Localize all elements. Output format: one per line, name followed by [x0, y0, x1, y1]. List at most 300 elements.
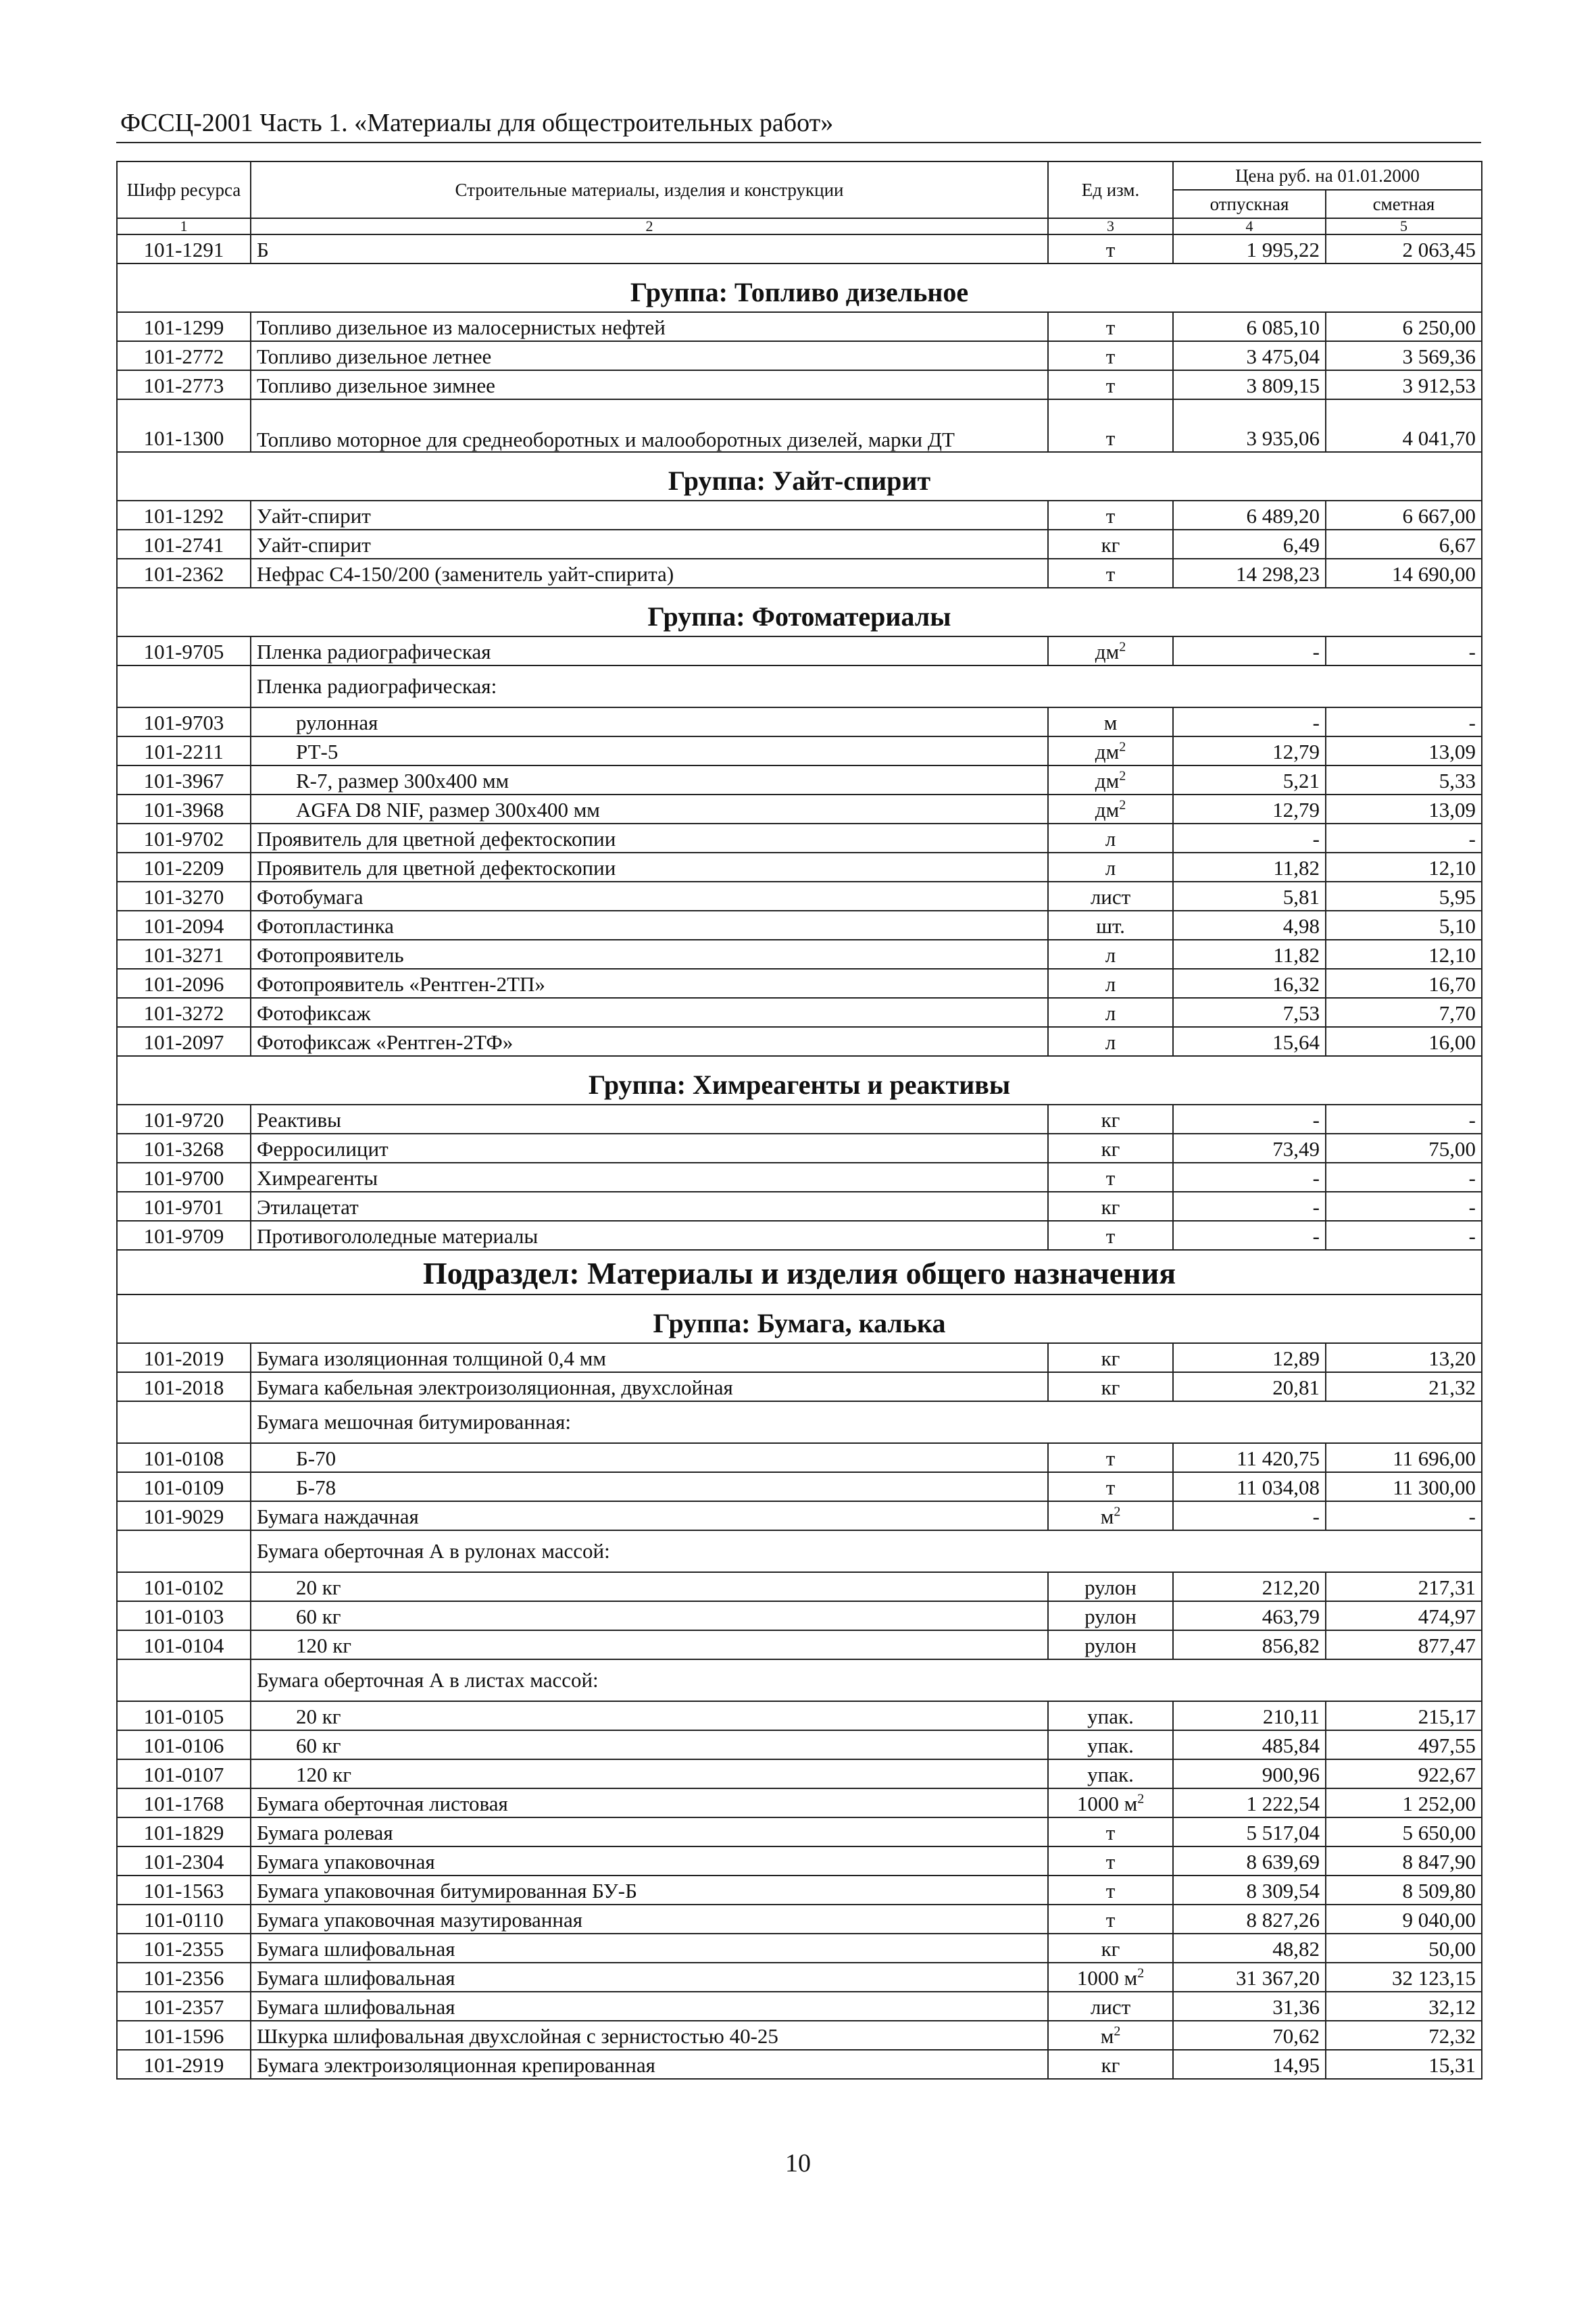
- material-name: [251, 998, 1048, 1027]
- price-estimate: 217,31: [1326, 1572, 1482, 1601]
- table-row: [117, 1963, 1482, 1992]
- unit-text: 1000 м: [1076, 1966, 1138, 1990]
- unit-of-measure: [1048, 1343, 1173, 1372]
- unit-of-measure: [1048, 1027, 1173, 1056]
- price-estimate: 72,32: [1326, 2021, 1482, 2050]
- unit-of-measure: [1048, 1817, 1173, 1846]
- unit-of-measure: [1048, 1501, 1173, 1530]
- price-estimate: 32,12: [1326, 1992, 1482, 2021]
- unit-of-measure: [1048, 559, 1173, 588]
- price-release: 20,81: [1173, 1372, 1326, 1401]
- unit-of-measure: [1048, 824, 1173, 853]
- table-row: [117, 1876, 1482, 1905]
- price-estimate: 75,00: [1326, 1134, 1482, 1163]
- unit-of-measure: [1048, 882, 1173, 911]
- unit-text: дм: [1095, 640, 1120, 663]
- resource-code: 101-0104: [117, 1630, 251, 1659]
- unit-of-measure: [1048, 1163, 1173, 1192]
- price-release: 48,82: [1173, 1934, 1326, 1963]
- table-row: [117, 1221, 1482, 1250]
- price-release: 14 298,23: [1173, 559, 1326, 588]
- unit-of-measure: [1048, 1701, 1173, 1730]
- price-estimate: -: [1326, 636, 1482, 665]
- price-release: 6 489,20: [1173, 501, 1326, 530]
- material-name-text: 60 кг: [296, 1734, 341, 1757]
- resource-code: 101-0106: [117, 1730, 251, 1759]
- material-name-text: Б-78: [296, 1476, 336, 1499]
- price-estimate: 16,00: [1326, 1027, 1482, 1056]
- material-name: [251, 707, 1048, 736]
- material-name: [251, 795, 1048, 824]
- unit-of-measure: [1048, 1876, 1173, 1905]
- table-row: [117, 530, 1482, 559]
- table-row: [117, 1372, 1482, 1401]
- table-row: [117, 1730, 1482, 1759]
- unit-of-measure: [1048, 1730, 1173, 1759]
- material-name-text: AGFA D8 NIF, размер 300х400 мм: [296, 798, 600, 822]
- price-estimate: 9 040,00: [1326, 1905, 1482, 1934]
- material-name: [251, 1501, 1048, 1530]
- material-name-text: Бумага шлифовальная: [257, 1995, 455, 2019]
- table-row: [117, 1134, 1482, 1163]
- price-release: 12,89: [1173, 1343, 1326, 1372]
- material-name-text: Противогололедные материалы: [257, 1224, 539, 1248]
- resource-code: 101-1563: [117, 1876, 251, 1905]
- table-row: [117, 1501, 1482, 1530]
- resource-code: 101-2304: [117, 1846, 251, 1876]
- table-row: [117, 853, 1482, 882]
- unit-text: дм: [1095, 798, 1120, 822]
- resource-code: 101-1768: [117, 1788, 251, 1817]
- unit-of-measure: [1048, 1905, 1173, 1934]
- price-release: 485,84: [1173, 1730, 1326, 1759]
- unit-of-measure: [1048, 341, 1173, 370]
- material-name: [251, 940, 1048, 969]
- unit-of-measure: [1048, 911, 1173, 940]
- material-name: [251, 1601, 1048, 1630]
- unit-text: т: [1105, 374, 1116, 397]
- subsection-heading: Подраздел: Материалы и изделия общего назначения: [117, 1250, 1482, 1294]
- price-release: 12,79: [1173, 795, 1326, 824]
- unit-of-measure: [1048, 399, 1173, 452]
- material-name-text: рулонная: [296, 711, 378, 734]
- group-heading: Группа: Фотоматериалы: [117, 588, 1482, 636]
- unit-text: т: [1105, 345, 1116, 368]
- material-name-text: Б-70: [296, 1447, 336, 1470]
- material-name: [251, 530, 1048, 559]
- unit-of-measure: [1048, 501, 1173, 530]
- material-name-text: Топливо дизельное летнее: [257, 345, 492, 368]
- header-name: Строительные материалы, изделия и конструкции: [251, 161, 1048, 218]
- price-release: -: [1173, 1501, 1326, 1530]
- price-release: -: [1173, 1105, 1326, 1134]
- price-release: 1 222,54: [1173, 1788, 1326, 1817]
- unit-text: т: [1105, 426, 1116, 450]
- price-release: 11 034,08: [1173, 1472, 1326, 1501]
- unit-text: кг: [1101, 2053, 1120, 2077]
- group-heading-row: [117, 588, 1482, 636]
- material-name: [251, 765, 1048, 795]
- price-estimate: 14 690,00: [1326, 559, 1482, 588]
- unit-of-measure: [1048, 765, 1173, 795]
- price-estimate: 3 912,53: [1326, 370, 1482, 399]
- price-release: 8 827,26: [1173, 1905, 1326, 1934]
- price-release: 210,11: [1173, 1701, 1326, 1730]
- price-release: 900,96: [1173, 1759, 1326, 1788]
- unit-text: т: [1105, 1224, 1116, 1248]
- price-estimate: 8 509,80: [1326, 1876, 1482, 1905]
- price-estimate: 5 650,00: [1326, 1817, 1482, 1846]
- price-estimate: 5,10: [1326, 911, 1482, 940]
- price-estimate: 11 300,00: [1326, 1472, 1482, 1501]
- price-release: 3 935,06: [1173, 399, 1326, 452]
- price-estimate: 12,10: [1326, 940, 1482, 969]
- material-name: [251, 1372, 1048, 1401]
- price-estimate: 474,97: [1326, 1601, 1482, 1630]
- subheader-row: [117, 1401, 1482, 1443]
- price-estimate: 1 252,00: [1326, 1788, 1482, 1817]
- table-row: [117, 636, 1482, 665]
- material-name: [251, 1788, 1048, 1817]
- unit-text: т: [1105, 562, 1116, 586]
- material-name-text: Уайт-спирит: [257, 533, 371, 557]
- price-table: [116, 161, 1482, 2080]
- subheader-row: [117, 665, 1482, 707]
- material-name: [251, 501, 1048, 530]
- material-name-text: Фотофиксаж «Рентген-2ТФ»: [257, 1030, 514, 1054]
- table-row: [117, 969, 1482, 998]
- material-name-text: Фотобумага: [257, 885, 364, 909]
- resource-code: 101-1292: [117, 501, 251, 530]
- group-heading-row: [117, 263, 1482, 312]
- material-name-text: 120 кг: [296, 1634, 352, 1657]
- price-release: 11,82: [1173, 853, 1326, 882]
- material-name-text: 20 кг: [296, 1705, 341, 1728]
- unit-of-measure: [1048, 1846, 1173, 1876]
- price-release: 4,98: [1173, 911, 1326, 940]
- price-release: 11,82: [1173, 940, 1326, 969]
- material-name: [251, 2021, 1048, 2050]
- unit-text: м: [1100, 2024, 1114, 2048]
- unit-text: кг: [1101, 1137, 1120, 1161]
- price-release: 14,95: [1173, 2050, 1326, 2079]
- material-name: [251, 1105, 1048, 1134]
- table-row: [117, 559, 1482, 588]
- price-estimate: 21,32: [1326, 1372, 1482, 1401]
- unit-text: лист: [1090, 885, 1131, 909]
- price-estimate: 13,20: [1326, 1343, 1482, 1372]
- resource-code: 101-0108: [117, 1443, 251, 1472]
- unit-text: т: [1105, 1821, 1116, 1844]
- price-release: 856,82: [1173, 1630, 1326, 1659]
- material-name-text: Топливо дизельное из малосернистых нефтей: [257, 316, 666, 339]
- price-estimate: 4 041,70: [1326, 399, 1482, 452]
- price-estimate: 7,70: [1326, 998, 1482, 1027]
- material-name-text: Бумага шлифовальная: [257, 1937, 455, 1961]
- resource-code: 101-9702: [117, 824, 251, 853]
- subheader-row: [117, 1659, 1482, 1701]
- subheader-label: Пленка радиографическая:: [251, 665, 1482, 707]
- header-code: Шифр ресурса: [117, 161, 251, 218]
- material-name: [251, 1992, 1048, 2021]
- table-row: [117, 998, 1482, 1027]
- table-row: [117, 1630, 1482, 1659]
- price-estimate: 5,33: [1326, 765, 1482, 795]
- material-name-text: Шкурка шлифовальная двухслойная с зернистостью 40-25: [257, 2024, 778, 2048]
- table-row: [117, 1992, 1482, 2021]
- material-name-text: Бумага изоляционная толщиной 0,4 мм: [257, 1347, 606, 1370]
- table-body: [117, 234, 1482, 2079]
- resource-code: 101-2355: [117, 1934, 251, 1963]
- resource-code: 101-2919: [117, 2050, 251, 2079]
- unit-text: кг: [1101, 1195, 1120, 1219]
- unit-of-measure: [1048, 1572, 1173, 1601]
- material-name-text: Бумага шлифовальная: [257, 1966, 455, 1990]
- header-price-release: отпускная: [1173, 190, 1326, 218]
- resource-code: 101-1829: [117, 1817, 251, 1846]
- material-name: [251, 1163, 1048, 1192]
- table-row: [117, 1472, 1482, 1501]
- table-row: [117, 1343, 1482, 1372]
- price-release: -: [1173, 636, 1326, 665]
- resource-code: 101-3270: [117, 882, 251, 911]
- column-numbers-row: [117, 218, 1482, 234]
- table-row: [117, 501, 1482, 530]
- resource-code: 101-1291: [117, 234, 251, 263]
- table-row: [117, 795, 1482, 824]
- resource-code: 101-2362: [117, 559, 251, 588]
- material-name-text: 20 кг: [296, 1576, 341, 1599]
- table-row: [117, 940, 1482, 969]
- price-release: 463,79: [1173, 1601, 1326, 1630]
- unit-text: т: [1105, 1908, 1116, 1932]
- material-name: [251, 1730, 1048, 1759]
- unit-of-measure: [1048, 1759, 1173, 1788]
- table-row: [117, 882, 1482, 911]
- price-estimate: -: [1326, 1221, 1482, 1250]
- resource-code: 101-3271: [117, 940, 251, 969]
- price-estimate: 8 847,90: [1326, 1846, 1482, 1876]
- price-release: 1 995,22: [1173, 234, 1326, 263]
- unit-text: упак.: [1087, 1763, 1134, 1786]
- table-row: [117, 234, 1482, 263]
- resource-code: 101-2741: [117, 530, 251, 559]
- unit-exponent: 2: [1114, 1504, 1121, 1519]
- material-name-text: Химреагенты: [257, 1166, 378, 1190]
- material-name: [251, 1221, 1048, 1250]
- resource-code: 101-0105: [117, 1701, 251, 1730]
- table-row: [117, 736, 1482, 765]
- unit-text: рулон: [1084, 1605, 1137, 1628]
- unit-exponent: 2: [1119, 768, 1126, 784]
- material-name-text: Нефрас С4-150/200 (заменитель уайт-спирита): [257, 562, 674, 586]
- price-release: 12,79: [1173, 736, 1326, 765]
- table-row: [117, 1192, 1482, 1221]
- subheader-label: Бумага оберточная А в листах массой:: [251, 1659, 1482, 1701]
- price-release: 8 639,69: [1173, 1846, 1326, 1876]
- table-row: [117, 765, 1482, 795]
- material-name: [251, 234, 1048, 263]
- price-release: 5,81: [1173, 882, 1326, 911]
- table-row: [117, 1701, 1482, 1730]
- unit-of-measure: [1048, 1992, 1173, 2021]
- material-name-text: Топливо дизельное зимнее: [257, 374, 495, 397]
- price-release: 73,49: [1173, 1134, 1326, 1163]
- material-name-text: Проявитель для цветной дефектоскопии: [257, 827, 616, 851]
- unit-text: л: [1105, 1001, 1116, 1025]
- material-name: [251, 1027, 1048, 1056]
- material-name-text: Уайт-спирит: [257, 504, 371, 528]
- material-name: [251, 312, 1048, 341]
- price-release: 70,62: [1173, 2021, 1326, 2050]
- unit-of-measure: [1048, 1105, 1173, 1134]
- material-name-text: Фотопроявитель: [257, 943, 404, 967]
- table-row: [117, 1601, 1482, 1630]
- unit-text: рулон: [1084, 1634, 1137, 1657]
- unit-of-measure: [1048, 1934, 1173, 1963]
- unit-text: т: [1105, 1166, 1116, 1190]
- price-release: -: [1173, 824, 1326, 853]
- unit-text: дм: [1095, 740, 1120, 763]
- resource-code: 101-0107: [117, 1759, 251, 1788]
- subheader-row: [117, 1530, 1482, 1572]
- header-unit: Ед изм.: [1048, 161, 1173, 218]
- price-estimate: 877,47: [1326, 1630, 1482, 1659]
- table-row: [117, 1846, 1482, 1876]
- header-divider: [116, 142, 1481, 143]
- unit-text: т: [1105, 316, 1116, 339]
- table-row: [117, 341, 1482, 370]
- unit-text: упак.: [1087, 1705, 1134, 1728]
- material-name: [251, 1134, 1048, 1163]
- unit-exponent: 2: [1119, 739, 1126, 755]
- resource-code: 101-3268: [117, 1134, 251, 1163]
- resource-code: 101-3967: [117, 765, 251, 795]
- subsection-heading-row: [117, 1250, 1482, 1294]
- material-name: [251, 1934, 1048, 1963]
- resource-code: 101-2357: [117, 1992, 251, 2021]
- resource-code: 101-0110: [117, 1905, 251, 1934]
- group-heading-row: [117, 1056, 1482, 1105]
- resource-code: 101-2018: [117, 1372, 251, 1401]
- price-release: -: [1173, 707, 1326, 736]
- material-name-text: Фотофиксаж: [257, 1001, 371, 1025]
- column-number: 4: [1173, 218, 1326, 234]
- price-estimate: 15,31: [1326, 2050, 1482, 2079]
- unit-text: л: [1105, 943, 1116, 967]
- material-name-text: Б: [257, 238, 269, 261]
- price-release: 31 367,20: [1173, 1963, 1326, 1992]
- unit-of-measure: [1048, 1472, 1173, 1501]
- material-name: [251, 1846, 1048, 1876]
- resource-code: 101-0109: [117, 1472, 251, 1501]
- price-release: -: [1173, 1163, 1326, 1192]
- price-release: 6,49: [1173, 530, 1326, 559]
- table-row: [117, 1027, 1482, 1056]
- resource-code: 101-2209: [117, 853, 251, 882]
- resource-code: 101-9709: [117, 1221, 251, 1250]
- table-row: [117, 1817, 1482, 1846]
- material-name-text: Бумага упаковочная: [257, 1850, 435, 1873]
- price-estimate: 922,67: [1326, 1759, 1482, 1788]
- resource-code-empty: [117, 1530, 251, 1572]
- material-name-text: Фотопластинка: [257, 914, 394, 938]
- table-row: [117, 1788, 1482, 1817]
- unit-of-measure: [1048, 1192, 1173, 1221]
- unit-text: м: [1103, 711, 1118, 734]
- price-estimate: -: [1326, 707, 1482, 736]
- unit-exponent: 2: [1137, 1965, 1145, 1981]
- resource-code: 101-9700: [117, 1163, 251, 1192]
- price-release: -: [1173, 1192, 1326, 1221]
- material-name: [251, 1472, 1048, 1501]
- group-heading-row: [117, 452, 1482, 501]
- price-release: 8 309,54: [1173, 1876, 1326, 1905]
- table-row: [117, 1905, 1482, 1934]
- table-row: [117, 1443, 1482, 1472]
- material-name: [251, 1192, 1048, 1221]
- unit-text: л: [1105, 856, 1116, 880]
- price-estimate: -: [1326, 1501, 1482, 1530]
- unit-of-measure: [1048, 969, 1173, 998]
- material-name-text: РТ-5: [296, 740, 339, 763]
- material-name: [251, 399, 1048, 452]
- material-name: [251, 1876, 1048, 1905]
- resource-code: 101-2097: [117, 1027, 251, 1056]
- material-name: [251, 1572, 1048, 1601]
- material-name-text: 120 кг: [296, 1763, 352, 1786]
- material-name: [251, 1759, 1048, 1788]
- price-estimate: 497,55: [1326, 1730, 1482, 1759]
- table-row: [117, 1572, 1482, 1601]
- resource-code-empty: [117, 1401, 251, 1443]
- price-estimate: 13,09: [1326, 795, 1482, 824]
- price-estimate: 5,95: [1326, 882, 1482, 911]
- material-name: [251, 370, 1048, 399]
- unit-of-measure: [1048, 1372, 1173, 1401]
- price-release: 11 420,75: [1173, 1443, 1326, 1472]
- unit-exponent: 2: [1114, 2023, 1121, 2039]
- unit-exponent: 2: [1137, 1791, 1145, 1807]
- material-name-text: Бумага оберточная листовая: [257, 1792, 508, 1815]
- table-row: [117, 312, 1482, 341]
- unit-of-measure: [1048, 1443, 1173, 1472]
- material-name-text: R-7, размер 300х400 мм: [296, 769, 509, 793]
- group-heading: Группа: Уайт-спирит: [117, 452, 1482, 501]
- material-name-text: Ферросилицит: [257, 1137, 389, 1161]
- price-estimate: 50,00: [1326, 1934, 1482, 1963]
- resource-code: 101-0102: [117, 1572, 251, 1601]
- price-estimate: 6 667,00: [1326, 501, 1482, 530]
- table-row: [117, 399, 1482, 452]
- price-estimate: 6,67: [1326, 530, 1482, 559]
- group-heading: Группа: Бумага, калька: [117, 1294, 1482, 1343]
- resource-code: 101-0103: [117, 1601, 251, 1630]
- resource-code: 101-1300: [117, 399, 251, 452]
- table-row: [117, 707, 1482, 736]
- unit-text: кг: [1101, 1347, 1120, 1370]
- unit-text: т: [1105, 238, 1116, 261]
- table-row: [117, 2050, 1482, 2079]
- material-name: [251, 1963, 1048, 1992]
- price-release: -: [1173, 1221, 1326, 1250]
- unit-exponent: 2: [1119, 639, 1126, 655]
- price-release: 6 085,10: [1173, 312, 1326, 341]
- price-release: 7,53: [1173, 998, 1326, 1027]
- header-price-estimate: сметная: [1326, 190, 1482, 218]
- header-price: Цена руб. на 01.01.2000: [1173, 161, 1482, 190]
- material-name: [251, 911, 1048, 940]
